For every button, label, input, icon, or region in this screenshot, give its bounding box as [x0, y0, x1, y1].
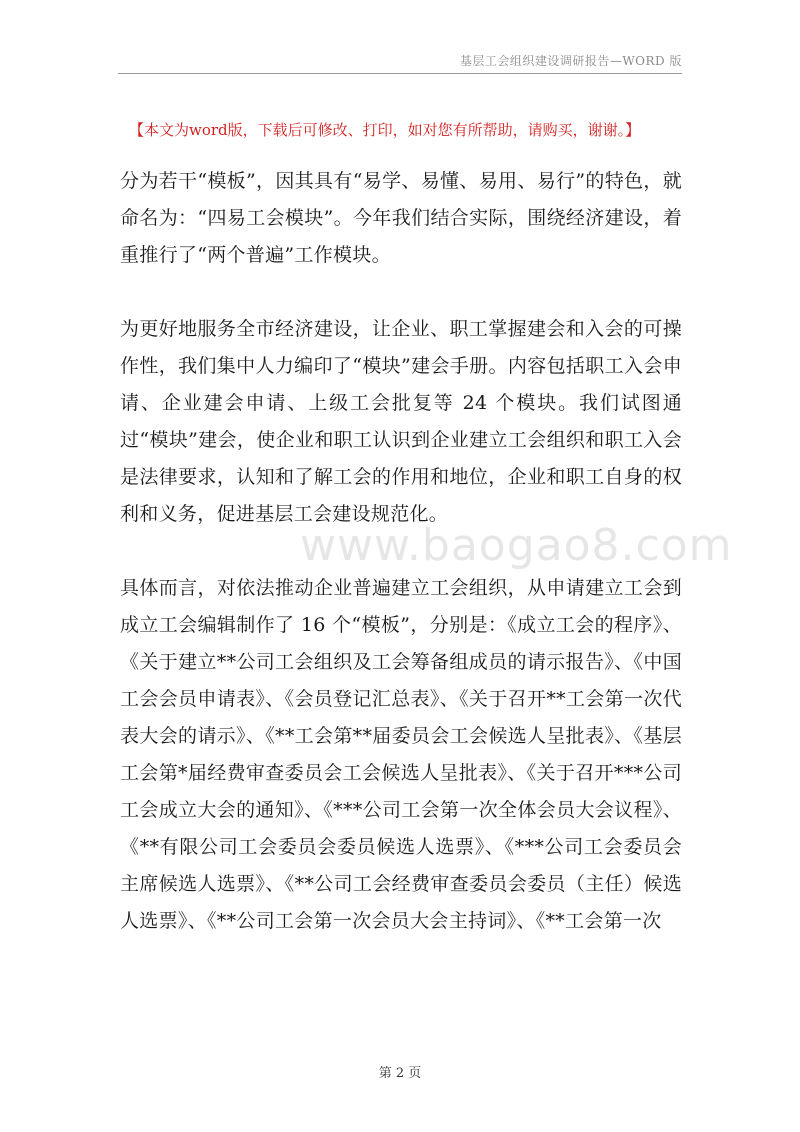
- document-body: [120, 163, 682, 940]
- header-divider: [118, 73, 682, 74]
- download-notice: 【本文为word版，下载后可修改、打印，如对您有所帮助，请购买，谢谢。】: [129, 121, 641, 139]
- running-header: 基层工会组织建设调研报告—WORD 版: [459, 54, 682, 68]
- paragraph-1: 分为若干“模板”，因其具有“易学、易懂、易用、易行”的特色，就命名为：“四易工会模块”。今年我们结合实际，围绕经济建设，着重推行了“两个普遍”工作模块。: [120, 170, 682, 266]
- watermark: www.baogao8.com: [300, 520, 733, 571]
- paragraph-2: 为更好地服务全市经济建设，让企业、职工掌握建会和入会的可操作性，我们集中人力编印了“模块”建会手册。内容包括职工入会申请、企业建会申请、上级工会批复等 24 个模块。我们试图通过“模块”建会，使企业和职工认识到企业建立工会组织和职工入会是法律要求，认知和了解工会的作用和地位，企业和职工自身的权利和义务，促进基层工会建设规范化。: [120, 318, 682, 525]
- paragraph-3: 具体而言，对依法推动企业普遍建立工会组织，从申请建立工会到成立工会编辑制作了 16 个“模板”，分别是：《成立工会的程序》、《关于建立**公司工会组织及工会筹备组成员的请示报告》、《中国工会会员申请表》、《会员登记汇总表》、《关于召开**工会第一次代表大会的请示》、《**工会第**届委员会工会候选人呈批表》、《基层工会第*届经费审查委员会工会候选人呈批表》、《关于召开***公司工会成立大会的通知》、《***公司工会第一次全体会员大会议程》、《**有限公司工会委员会委员候选人选票》、《***公司工会委员会主席候选人选票》、《**公司工会经费审查委员会委员（主任）候选人选票》、《**公司工会第一次会员大会主持词》、《**工会第一次: [120, 577, 682, 932]
- page-number: 第 2 页: [378, 1066, 422, 1081]
